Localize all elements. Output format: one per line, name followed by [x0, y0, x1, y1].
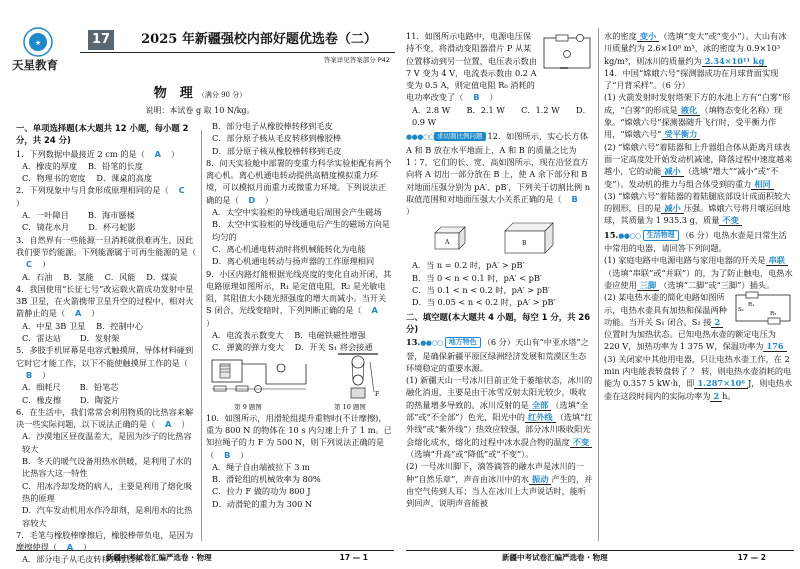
q4-option-a: A．中星 3B 卫星 — [22, 320, 86, 331]
q5-option-b: B．铅笔芯 — [79, 382, 119, 393]
q2-text: 2．下列现象中与月食形成原理相同的是 — [16, 185, 161, 196]
q13-part2 — [406, 460, 594, 509]
fig9-circuit-diagram — [206, 354, 316, 402]
q10-stem: 10．如图所示，用滑轮组提升重物时(不计摩擦)，重为 800 N 的物体在 10 s 内匀速上升了 1 m。已知拉绳子的力 F 为 500 N，则下列说法正确的是（ B ） — [206, 412, 392, 460]
q14-blank-6: 不变 — [719, 215, 741, 226]
q14-blank-5: 减小 — [661, 203, 683, 214]
q13-difficulty-dots: ●●○○ — [420, 339, 443, 348]
q15-part3 — [604, 353, 794, 402]
q14-blank-4: 相同 — [751, 179, 773, 190]
footer-left-page: 17 — 1 — [339, 553, 368, 562]
q10-answer: B — [224, 449, 231, 460]
q15-difficulty-dots: ●●○○ — [618, 231, 641, 240]
footer-right-text: 新疆中考试卷汇编严选卷 · 物理 — [502, 553, 608, 562]
q14-part1 — [604, 91, 794, 140]
svg-text:A: A — [445, 239, 450, 247]
answer-ref: 答案详见答案部分 P42 — [323, 56, 390, 64]
right-column-2 — [604, 30, 794, 402]
q9-stem: 9．小区内路灯能根据光线亮度的变化自动开闭，其电路原理如图所示，R₁ 是定值电阻，R₂ 是光敏电阻，其阻值大小随光照强度的增大而减小。当开关 S 闭合，光线变暗时，下列判断正确的是（ A） — [206, 268, 392, 328]
q8-text: 8．问天实验舱中部署的变重力科学实验柜配有两个离心机。离心机通电转动提供高精度模拟重力环境，可以模拟月面重力或微重力环境。下列说法正确的是 — [206, 157, 392, 205]
q4-option-d: D．发射架 — [80, 333, 120, 344]
q15-badge: 生活物理 — [643, 230, 679, 241]
q13-p1-text: (1) 新疆天山一号冰川目前正处于萎缩状态，冰川的融化消退，主要是由于冰雪反射太阳光较少，吸收的热量增多导致的。冰川反射的是 — [406, 375, 593, 410]
footer-left-text: 新疆中考试卷汇编严选卷 · 物理 — [106, 553, 212, 562]
q15-part1 — [604, 254, 794, 291]
svg-text:R₂: R₂ — [770, 311, 777, 318]
q15-blank-1: 串联 — [766, 255, 788, 266]
q12-badge: 求切割比例问题 — [434, 132, 486, 141]
q1-answer: A — [154, 148, 162, 159]
brand-name: 天星教育 — [12, 58, 58, 72]
q13-blank-6: 2.34×10¹¹ kg — [702, 56, 768, 67]
q8-line-c: C．离心机通电转动时将机械能转化为电能 — [212, 243, 366, 254]
q8-answer: D — [248, 194, 256, 205]
q15-p2b-text: 位置时为加热状态。已知电热水壶的额定电压为 220 V，加热功率为 1 375 W，保温功率为 — [604, 329, 776, 352]
q15-p3b-text: J，则电热水壶在这段时间内的实际功率为 — [604, 378, 793, 401]
q12-text: 12．如图所示，实心长方体 A 和 B 放在水平地面上，A 和 B 的质量之比为 1∶7，它们的长、宽、高如图所示，现在沿竖直方向将 A 切出一部分放在 B 上，使 A 余下部分和 B 对地面压强分别为 pA′、pB′，下列关于切割比例 n 取值范围和对地面压强大小关系正确的是 — [406, 131, 590, 204]
q8-line-a: A．太空中实验柜的导线通电后周围会产生磁场 — [212, 207, 382, 218]
q5-stem: 5．多肢手机屏幕是电容式触摸屏，导体材料碰到它时它才能工作，以下不能使触摸屏工作的是（B ） — [16, 345, 194, 380]
q12-option-b: B．当 0 < n < 0.1 时，pA′ < pB′ — [412, 272, 542, 283]
q1-stem: 1．下列数据中最接近 2 cm 的是（ A ） — [16, 148, 180, 159]
q9-option-d: D．开关 S₁ 将会接通 — [294, 342, 373, 353]
q1-option-b: B．铅笔的长度 — [87, 160, 143, 171]
q14-text: 14．中国“嫦娥六号”探测器成功在月球背面实现了“月背采样”。 — [604, 67, 779, 91]
q15-circuit-diagram — [732, 291, 794, 325]
q15-text: 电热水壶是日常生活中常用的电器，请回答下列问题。 — [604, 229, 787, 254]
q15-number: 15. — [604, 229, 619, 240]
q14-p2-text: (2) “嫦娥六号”着陆器和上升器组合体从距离月球表面一定高度处开始发动机减速，降落过程中速度越来越小，它的动能 — [604, 141, 793, 177]
q6-line-b: B．冬天的暖气设备用热水供暖，是利用了水的比热容大这一特性 — [22, 456, 192, 479]
q5-options — [16, 381, 198, 406]
q14-p1-text: (1) 火箭发射时发射塔架下方的水池上方有“白雾”形成，“白雾”的形成是 — [604, 92, 791, 115]
q13-part1 — [406, 374, 594, 460]
figures-9-10 — [206, 354, 392, 412]
q4-text: 4．我国使用“长征七号”改运载火箭成功发射中星 3B 卫星，在火箭携带卫星升空的过程中，相对火箭静止的是 — [16, 283, 194, 319]
q4-answer: A — [74, 308, 82, 319]
page-right — [400, 0, 800, 569]
q8-line-b: B．太空中实验柜的导线通电后产生的磁场方向是均匀的 — [212, 219, 390, 242]
q15-blank-5: 1.287×10⁶ — [694, 378, 747, 389]
q4-option-c: C．雷达站 — [22, 333, 62, 344]
q13-text: 天山有“中亚水塔”之誉，是确保新疆平原区绿洲经济发展和荒漠区生态环境稳定的重要水源。 — [406, 337, 589, 373]
header-rule — [80, 52, 395, 53]
q15-blank-4: 176 — [763, 341, 786, 352]
q12-stem: ●●●○○ 求切割比例问题 12．如图所示，实心长方体 A 和 B 放在水平地面上，A 和 B 的质量之比为 1∶7，它们的长、宽、高如图所示，现在沿竖直方向将 A 切出一部分放在 B 上，使 A 余下部分和 B 对地面压强分别为 pA′、pB′，下列关于切割比例 n 取值范围和对地面压强大小关系正确的是（ B） — [406, 131, 590, 217]
q4-options — [16, 320, 198, 345]
brand-logo — [8, 20, 68, 76]
q6-line-c: C．用冰冷却发烧的病人，主要是利用了熔化吸热的原理 — [22, 480, 193, 503]
q14-stem — [604, 67, 794, 92]
q5-option-c: C．橡皮擦 — [22, 394, 62, 405]
q9-options — [206, 329, 392, 354]
q13-badge: 地方特色 — [445, 337, 481, 348]
q13-blank-1: 全部 — [529, 400, 551, 411]
svg-text:R₁: R₁ — [748, 302, 755, 309]
svg-text:B: B — [522, 240, 527, 248]
q3-option-d: D．煤炭 — [146, 271, 178, 282]
q15-p1-text: (1) 家庭电路中电源电路与家用电器的开关是 — [604, 255, 766, 266]
q15-unit: h。 — [722, 390, 736, 401]
q7-line-a: A．部分电子从毛皮转移到橡胶棒 — [22, 554, 143, 565]
q6-line-d: D．汽车发动机用水作冷却剂，是利用水的比热容较大 — [22, 505, 193, 528]
q3-text: 3．自然界有一些能源一旦消耗就很难再生，因此我们要节约能源。下列能源属于可再生能源的是 — [16, 234, 194, 257]
q7-line-b: B．部分电子从橡胶棒转移到毛皮 — [212, 121, 333, 131]
q13-part3 — [604, 30, 794, 67]
q13-number: 13. — [406, 337, 421, 348]
q3-option-b: B．氢能 — [63, 271, 94, 282]
q14-blank-1: 液化 — [678, 105, 700, 116]
q4-option-b: B．控制中心 — [96, 320, 144, 331]
svg-text:S₁: S₁ — [738, 307, 744, 314]
q15-blank-2: 三脚 — [637, 280, 659, 291]
q15-stem — [604, 229, 794, 255]
svg-text:★: ★ — [34, 39, 42, 47]
q12-option-c: C．当 0.1 < n < 0.2 时，pA′ > pB′ — [412, 285, 550, 296]
q10-text: 10．如图所示，用滑轮组提升重物时(不计摩擦)，重为 800 N 的物体在 10 s 内匀速上升了 1 m。已知拉绳子的力 F 为 500 N，则下列说法正确的是 — [206, 412, 392, 448]
fig9-caption: 第 9 题图 — [234, 402, 262, 411]
q13-p1b-text: （选填“全部”或“不全部”）色光，阳光中的 — [406, 399, 589, 423]
q7-line-d: D．部分原子核从橡胶棒转移到毛皮 — [212, 145, 342, 156]
right-divider — [598, 28, 599, 541]
q9-text: 9．小区内路灯能根据光线亮度的变化自动开闭，其电路原理如图所示，R₁ 是定值电阻，R₂ 是光敏电阻，其阻值大小随光照强度的增大而减小。当开关 S 闭合，光线变暗时，下列判断正确的是 — [206, 268, 392, 316]
q15-p3-text: (3) 关闭家中其他用电器，只让电热水壶工作，在 2 min 内电能表转盘转了 ？ 转，则电热水壶消耗的电能为 0.357 5 kW·h，即 — [604, 353, 792, 389]
q12-answer: B — [571, 193, 578, 204]
q6-stem: 6．在生活中，我们常常会利用物质的比热容来解决一些实际问题，以下说法正确的是（ A ） — [16, 406, 194, 430]
q14-p3-text: (3) “嫦娥六号”着陆器的着陆腿底部设计成面积较大的圆形，目的是 — [604, 190, 791, 214]
q15-p1b-text: （选填“串联”或“并联”）的，为了防止触电，电热水壶应使用 — [604, 267, 793, 290]
footer-left — [16, 550, 394, 565]
q2-stem: 2．下列现象中与月食形成原理相同的是（ C） — [16, 184, 198, 209]
fig10-pulley-diagram — [334, 352, 382, 402]
q5-answer: B — [25, 369, 33, 380]
left-column-2 — [206, 120, 392, 510]
q2-answer: C — [178, 185, 185, 196]
q12-option-a: A．当 n = 0.2 时，pA′ > pB′ — [412, 260, 525, 271]
q12-difficulty-dots: ●●●○○ — [406, 133, 435, 142]
q13-blank-3: 不变 — [570, 437, 592, 448]
q2-option-d: D．杯弓蛇影 — [88, 222, 136, 233]
right-column-1 — [406, 30, 594, 509]
q13-p2-text: (2) 一号冰川脚下，滴答滴答的融水声是冰川的一种“自然乐章”，声音由冰川中的水 — [406, 461, 584, 484]
q14-blank-3: 减小 — [661, 166, 683, 177]
q7-answer: A — [66, 542, 74, 553]
q8-line-d: D．离心机通电转动与扬声器的工作原理相同 — [212, 256, 375, 267]
q14-blank-2: 受平衡力 — [662, 129, 701, 140]
issue-number: 17 — [91, 32, 111, 47]
q15-p1c-text: （选填“二脚”或“三脚”）插头。 — [659, 279, 775, 290]
q1-option-c: C．物理书的宽度 — [22, 173, 86, 184]
q11-options: A．2.8 W B．2.1 W C．1.2 W D．0.9 W — [412, 104, 591, 128]
footer-right-page: 17 — 2 — [737, 553, 766, 562]
svg-text:F: F — [375, 390, 380, 398]
q10-option-c: C．拉力 F 做的功为 800 J — [212, 486, 311, 497]
q10-option-b: B．滑轮组的机械效率为 80% — [212, 474, 321, 485]
q2-option-a: A．一叶障目 — [22, 210, 69, 221]
q13-p1c-text: （选填“红外线”或“紫外线”）热效应较强，部分冰川吸收阳光会熔化成水，熔化的过程中冰水混合物的温度 — [406, 412, 593, 447]
q1-text: 1．下列数据中最接近 2 cm 的是 — [16, 148, 137, 159]
section2-title: 二、填空题(本大题共 4 小题，每空 1 分，共 26 分) — [406, 311, 591, 334]
q3-answer: C — [25, 259, 32, 270]
q6-text: 6．在生活中，我们常常会利用物质的比热容来解决一些实际问题，以下说法正确的是 — [16, 406, 194, 430]
q13-blank-4: 振动 — [529, 474, 551, 485]
q10-option-a: A．绳子自由端被拉下 3 m — [212, 461, 310, 472]
q9-option-b: B．电磁铁磁性增强 — [294, 330, 366, 341]
q5-option-d: D．陶瓷片 — [80, 394, 120, 405]
q11-stem: 11．如图所示电路中，电源电压保持不变，将滑动变阻器滑片 P 从某位置移动到另一位置，电压表示数由 7 V 变为 4 V，电流表示数由 0.2 A 变为 0.5 A，则定值电阻 R₀ 消耗的电功率改变了（ B ） — [406, 31, 538, 103]
q2-options — [16, 209, 198, 234]
q3-option-c: C．风能 — [104, 271, 136, 282]
left-column-1 — [16, 120, 198, 566]
q15-p2-text: (2) 某电热水壶的简化电路如图所示，电热水壶具有加热和保温两种功能。当开关 S₁ 闭合，S₂ 接 — [604, 292, 727, 327]
q8-stem: 8．问天实验舱中部署的变重力科学实验柜配有两个离心机。离心机通电转动提供高精度模拟重力环境，可以模拟月面重力或微重力环境。下列说法正确的是（ D ） — [206, 157, 392, 205]
q1-options — [16, 160, 198, 185]
score-note: （满分 90 分） — [197, 91, 247, 99]
q7-line-c: C．部分原子核从毛皮转移到橡胶棒 — [212, 133, 342, 144]
q13-score: （6 分） — [482, 337, 516, 348]
q11-text: 11．如图所示电路中，电源电压保持不变，将滑动变阻器滑片 P 从某位置移动到另一位置，电压表示数由 7 V 变为 4 V，电流表示数由 0.2 A 变为 0.5 A，则定值电阻 R₀ 消耗的电功率改变了 — [406, 31, 538, 103]
q7-text: 7．毛笔与橡胶棒摩擦后，橡胶棒带负电，是因为摩擦使得 — [16, 529, 194, 553]
q14-part3 — [604, 190, 794, 227]
q9-option-c: C．弹簧的弹力变大 — [212, 342, 284, 353]
header-title: 2025 年新疆强校内部好题优选卷（二） — [141, 32, 377, 47]
section1-title: 一、单项选择题(本大题共 12 小题，每小题 2 分，共 24 分) — [16, 123, 189, 146]
q4-stem: 4．我国使用“长征七号”改运载火箭成功发射中星 3B 卫星，在火箭携带卫星升空的过程中，相对火箭静止的是（ A ） — [16, 283, 194, 319]
q12-blocks-diagram — [425, 219, 575, 257]
left-divider — [201, 130, 202, 541]
exam-note: 说明：本试卷 g 取 10 N/kg。 — [145, 106, 255, 115]
q2-option-b: B．海市蜃楼 — [87, 210, 135, 221]
q14-score: （6 分） — [661, 80, 690, 91]
q14-p1b-text: （填物态变化名称）现象。“嫦娥六号”探测器随升飞行时，受平衡力作用，“嫦娥六号” — [604, 104, 783, 140]
q15-blank-3: 2 — [711, 317, 723, 328]
q15-score: （6 分） — [680, 229, 714, 240]
q14-part2 — [604, 141, 794, 190]
q9-option-a: A．电流表示数变大 — [212, 330, 284, 341]
subject-name: 物 理 — [153, 86, 193, 101]
q6-answer: A — [165, 419, 172, 430]
issue-badge — [88, 30, 114, 50]
q10-option-d: D．动滑轮的重力为 300 N — [212, 498, 313, 509]
q15-blank-6: 2 — [710, 391, 722, 402]
q13-stem — [406, 336, 594, 374]
q12-option-d: D．当 0.05 < n < 0.2 时，pA′ > pB′ — [412, 297, 556, 308]
fig10-caption: 第 10 题图 — [334, 402, 366, 411]
q14-p3b-text: 压强。嫦娥六号将月壤运回地球，其质量为 1 935.3 g，质量 — [604, 203, 791, 226]
q3-option-a: A．石油 — [22, 271, 53, 282]
q11-circuit-diagram — [540, 34, 594, 72]
q1-option-a: A．橡皮的厚度 — [22, 160, 78, 171]
q13-p3-text: 水的密度 — [604, 31, 637, 41]
q1-option-d: D．课桌的高度 — [96, 173, 153, 184]
q14-p2b-text: （选填“增大”“减小”或“不变”）。发动机的推力与组合体受到的重力 — [604, 166, 779, 189]
q7-stem: 7．毛笔与橡胶棒摩擦后，橡胶棒带负电，是因为摩擦使得（ A ） — [16, 529, 194, 553]
footer-right — [406, 550, 794, 565]
q5-option-a: A．细耗尺 — [22, 382, 61, 393]
q5-text: 5．多肢手机屏幕是电容式触摸屏，导体材料碰到它时它才能工作，以下不能使触摸屏工作的是 — [16, 345, 194, 368]
q13-p1d-text: （选填“升高”或“降低”或“不变”）。 — [406, 448, 534, 459]
q6-line-a: A．沙漠地区昼夜温差大，是因为沙子的比热容较大 — [22, 431, 192, 454]
q2-option-c: C．镜花水月 — [22, 222, 70, 233]
q13-p2b-text: 产生的，并由空气传到人耳；当人在冰川上大声说话时，能听到回声，说明声音能被 — [406, 473, 593, 509]
q3-stem: 3．自然界有一些能源一旦消耗就很难再生，因此我们要节约能源。下列能源属于可再生能源的是（C ） — [16, 234, 197, 270]
q13-p3b-text: （选填“变大”或“变小”）。大山有冰川质量约为 2.6×10⁸ m³，冰的密度为 0.9×10³ kg/m³，则冰川的质量约为 — [604, 31, 787, 66]
q9-answer: A — [371, 305, 378, 316]
subject-title — [0, 82, 400, 101]
q13-blank-2: 红外线 — [525, 412, 556, 423]
q13-blank-5: 变小 — [637, 31, 659, 42]
q3-options — [16, 271, 198, 283]
q11-answer: B — [473, 92, 480, 103]
